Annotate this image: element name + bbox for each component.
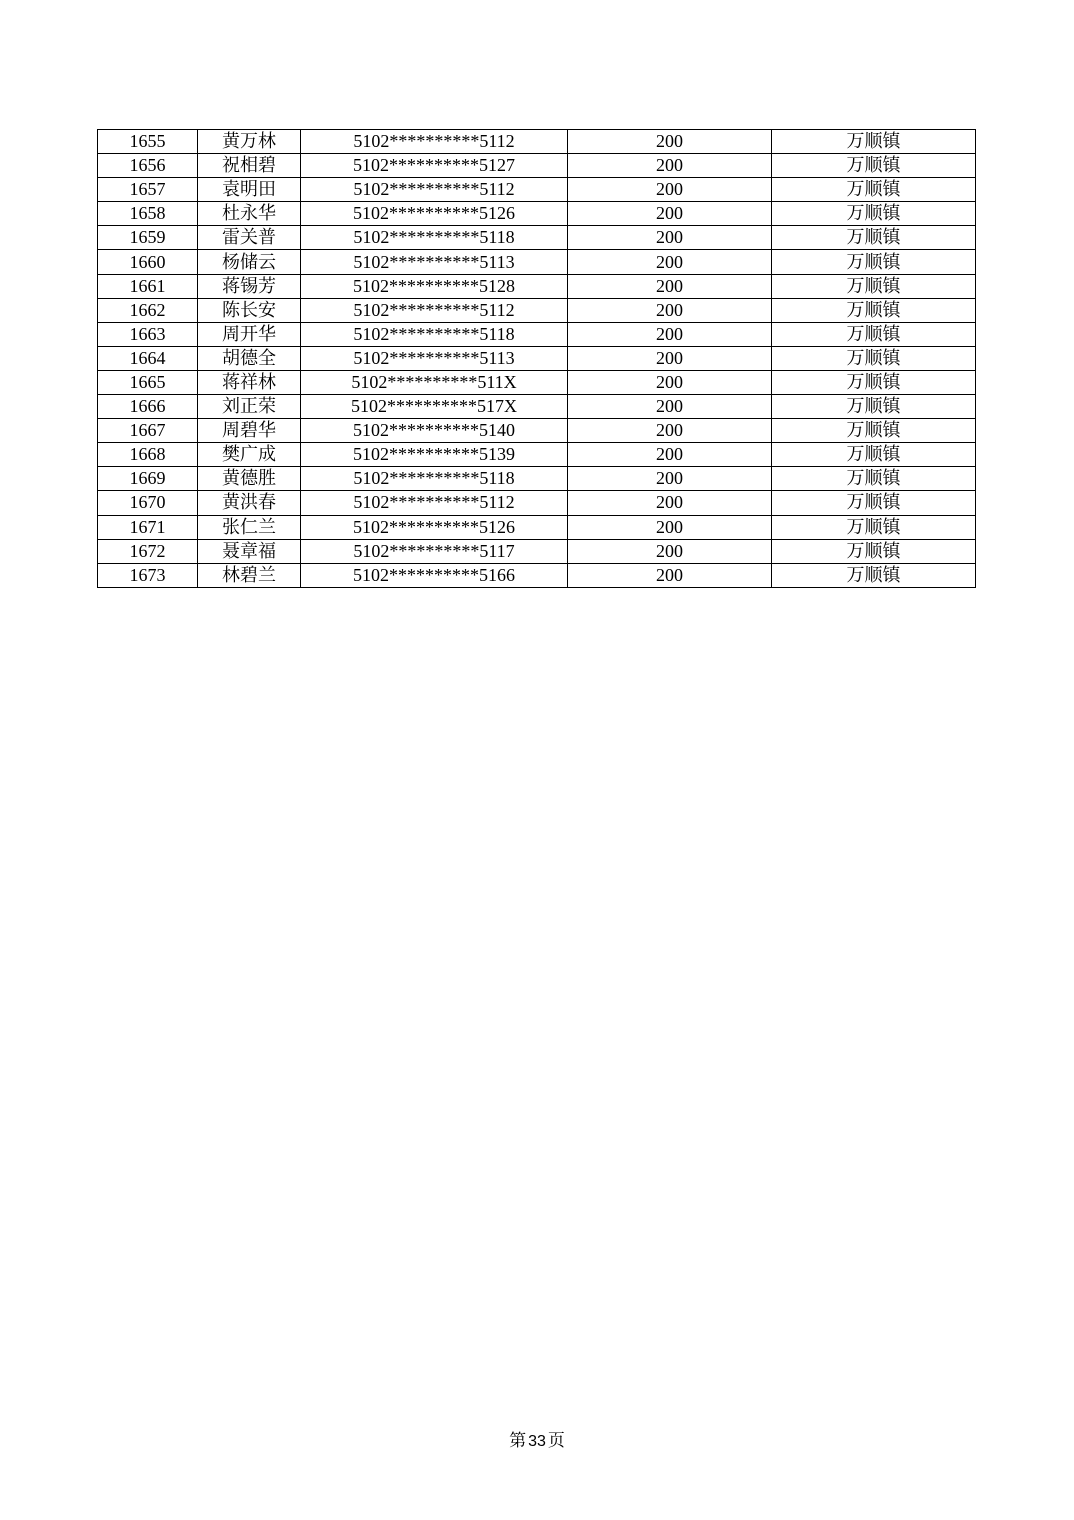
row-number-cell: 1672	[98, 539, 198, 563]
id-number-cell: 5102**********5113	[301, 250, 568, 274]
amount-cell: 200	[568, 443, 772, 467]
name-cell: 蒋锡芳	[198, 274, 301, 298]
id-number-cell: 5102**********5118	[301, 226, 568, 250]
row-number-cell: 1656	[98, 154, 198, 178]
id-number-cell: 5102**********5113	[301, 346, 568, 370]
name-cell: 周开华	[198, 322, 301, 346]
table-row	[98, 539, 976, 563]
table-row	[98, 202, 976, 226]
row-number-cell: 1667	[98, 419, 198, 443]
row-number-cell: 1663	[98, 322, 198, 346]
name-cell: 胡德全	[198, 346, 301, 370]
town-cell: 万顺镇	[772, 467, 976, 491]
row-number-cell: 1659	[98, 226, 198, 250]
table-row	[98, 178, 976, 202]
amount-cell: 200	[568, 491, 772, 515]
table-row	[98, 298, 976, 322]
table-row	[98, 443, 976, 467]
row-number-cell: 1661	[98, 274, 198, 298]
row-number-cell: 1666	[98, 395, 198, 419]
row-number-cell: 1673	[98, 563, 198, 587]
name-cell: 祝相碧	[198, 154, 301, 178]
amount-cell: 200	[568, 370, 772, 394]
amount-cell: 200	[568, 298, 772, 322]
table-row	[98, 274, 976, 298]
id-number-cell: 5102**********5127	[301, 154, 568, 178]
id-number-cell: 5102**********5140	[301, 419, 568, 443]
row-number-cell: 1671	[98, 515, 198, 539]
row-number-cell: 1668	[98, 443, 198, 467]
name-cell: 周碧华	[198, 419, 301, 443]
table-row	[98, 563, 976, 587]
amount-cell: 200	[568, 322, 772, 346]
id-number-cell: 5102**********5118	[301, 322, 568, 346]
town-cell: 万顺镇	[772, 346, 976, 370]
town-cell: 万顺镇	[772, 395, 976, 419]
name-cell: 林碧兰	[198, 563, 301, 587]
town-cell: 万顺镇	[772, 515, 976, 539]
amount-cell: 200	[568, 274, 772, 298]
name-cell: 袁明田	[198, 178, 301, 202]
table-row	[98, 322, 976, 346]
table-row	[98, 419, 976, 443]
name-cell: 黄洪春	[198, 491, 301, 515]
roster-table-body	[98, 130, 976, 588]
row-number-cell: 1660	[98, 250, 198, 274]
amount-cell: 200	[568, 515, 772, 539]
id-number-cell: 5102**********5117	[301, 539, 568, 563]
amount-cell: 200	[568, 467, 772, 491]
town-cell: 万顺镇	[772, 154, 976, 178]
row-number-cell: 1669	[98, 467, 198, 491]
amount-cell: 200	[568, 419, 772, 443]
page-footer	[0, 1430, 1074, 1453]
town-cell: 万顺镇	[772, 250, 976, 274]
town-cell: 万顺镇	[772, 491, 976, 515]
row-number-cell: 1657	[98, 178, 198, 202]
town-cell: 万顺镇	[772, 178, 976, 202]
name-cell: 蒋祥林	[198, 370, 301, 394]
name-cell: 樊广成	[198, 443, 301, 467]
id-number-cell: 5102**********5112	[301, 130, 568, 154]
table-row	[98, 226, 976, 250]
amount-cell: 200	[568, 250, 772, 274]
page-number: 33	[528, 1433, 546, 1450]
name-cell: 雷关普	[198, 226, 301, 250]
table-row	[98, 491, 976, 515]
amount-cell: 200	[568, 563, 772, 587]
town-cell: 万顺镇	[772, 539, 976, 563]
table-row	[98, 250, 976, 274]
id-number-cell: 5102**********5126	[301, 515, 568, 539]
row-number-cell: 1658	[98, 202, 198, 226]
row-number-cell: 1665	[98, 370, 198, 394]
table-row	[98, 346, 976, 370]
id-number-cell: 5102**********5112	[301, 178, 568, 202]
amount-cell: 200	[568, 226, 772, 250]
name-cell: 黄万林	[198, 130, 301, 154]
name-cell: 刘正荣	[198, 395, 301, 419]
name-cell: 陈长安	[198, 298, 301, 322]
table-row	[98, 467, 976, 491]
id-number-cell: 5102**********5112	[301, 298, 568, 322]
row-number-cell: 1655	[98, 130, 198, 154]
town-cell: 万顺镇	[772, 419, 976, 443]
table-row	[98, 130, 976, 154]
id-number-cell: 5102**********5128	[301, 274, 568, 298]
row-number-cell: 1662	[98, 298, 198, 322]
town-cell: 万顺镇	[772, 322, 976, 346]
name-cell: 黄德胜	[198, 467, 301, 491]
town-cell: 万顺镇	[772, 298, 976, 322]
amount-cell: 200	[568, 178, 772, 202]
name-cell: 杜永华	[198, 202, 301, 226]
table-row	[98, 395, 976, 419]
town-cell: 万顺镇	[772, 274, 976, 298]
row-number-cell: 1670	[98, 491, 198, 515]
town-cell: 万顺镇	[772, 370, 976, 394]
id-number-cell: 5102**********5112	[301, 491, 568, 515]
town-cell: 万顺镇	[772, 443, 976, 467]
town-cell: 万顺镇	[772, 226, 976, 250]
table-row	[98, 154, 976, 178]
id-number-cell: 5102**********5126	[301, 202, 568, 226]
id-number-cell: 5102**********5139	[301, 443, 568, 467]
id-number-cell: 5102**********511X	[301, 370, 568, 394]
amount-cell: 200	[568, 395, 772, 419]
id-number-cell: 5102**********5118	[301, 467, 568, 491]
name-cell: 杨储云	[198, 250, 301, 274]
amount-cell: 200	[568, 346, 772, 370]
amount-cell: 200	[568, 154, 772, 178]
amount-cell: 200	[568, 539, 772, 563]
page-footer-prefix: 第	[509, 1431, 527, 1450]
table-row	[98, 370, 976, 394]
id-number-cell: 5102**********5166	[301, 563, 568, 587]
town-cell: 万顺镇	[772, 130, 976, 154]
name-cell: 聂章福	[198, 539, 301, 563]
page-footer-suffix: 页	[547, 1431, 565, 1450]
table-row	[98, 515, 976, 539]
town-cell: 万顺镇	[772, 563, 976, 587]
id-number-cell: 5102**********517X	[301, 395, 568, 419]
name-cell: 张仁兰	[198, 515, 301, 539]
amount-cell: 200	[568, 202, 772, 226]
row-number-cell: 1664	[98, 346, 198, 370]
town-cell: 万顺镇	[772, 202, 976, 226]
roster-table	[97, 129, 976, 588]
amount-cell: 200	[568, 130, 772, 154]
